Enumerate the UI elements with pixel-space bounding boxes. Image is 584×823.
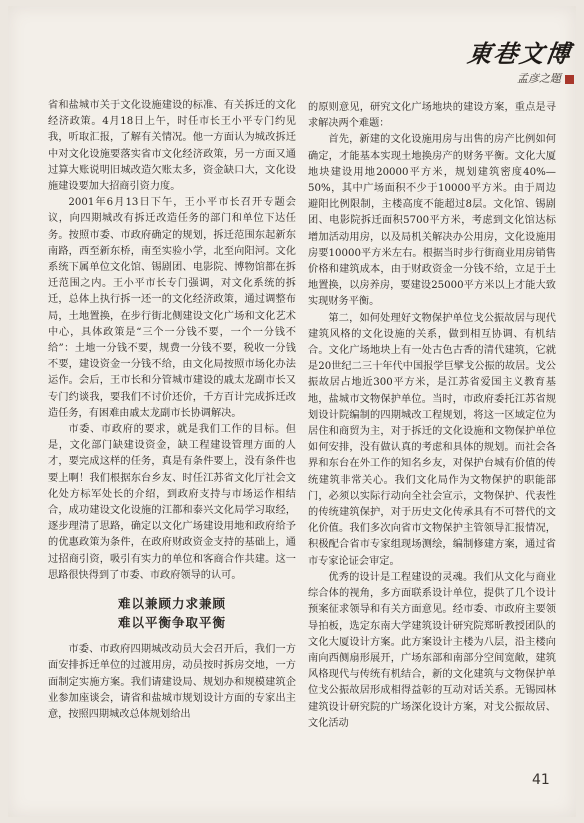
calligraphy-header (465, 34, 580, 104)
signature-text: 孟彦之題 (517, 72, 561, 85)
right-column (308, 100, 556, 732)
paragraph: 省和盐城市关于文化设施建设的标准、有关拆迁的文化经济政策。4月18日上午，时任市长王小平专门约见我，听取汇报，了解有关情况。他一方面认为城改拆迁中对文化设施要落实省市文化经济政策，另一方面又通过算大账说明旧城改造欠账太多，资金缺口大，文化设施建设要加大招商引资力度。 (48, 100, 296, 193)
paragraph: 市委、市政府的要求，就是我们工作的目标。但是，文化部门缺建设资金，缺工程建设管理方面的人才，要完成这样的任务，真是有条件要上，没有条件也要上啊！我们根据东台乡友、时任江苏省文化厅社会文化处方标军处长的介绍，到政府支持与市场运作相结合，成功建设文化设施的江都和泰兴文化局学习取经，逐步理清了思路，确定以文化广场建设用地和政府给予的优惠政策为条件，在政府财政资金支持的基础上，通过招商引资，吸引有实力的单位和客商合作共建。这一思路很快得到了市委、市政府领导的认可。 (48, 424, 296, 581)
paragraph: 市委、市政府四期城改动员大会召开后，我们一方面安排拆迁单位的过渡用房，动员按时拆房交地，一方面制定实施方案。我们请建设局、规划办和规模建筑企业参加座谈会，请省和盐城市规划设计方面的专家出主意，按照四期城改总体规划给出 (48, 644, 296, 720)
paragraph: 首先，新建的文化设施用房与出售的房产比例如何确定，才能基本实现土地换房产的财务平衡。文化大厦地块建设用地20000平方米，规划建筑密度40%—50%，其中广场面积不少于10000平方米。由于周边避阳比例限制，主楼高度不能超过8层。文化馆、锡剧团、电影院拆迁面积5700平方米，考虑到文化馆达标增加活动用房，以及局机关解决办公用房，文化设施用房要10000平方米左右。根据当时步行街商业用房销售价格和建筑成本，由于财政资金一分钱不给，立足于土地置换，以房养房，要建设25000平方米以上才能大致实现财务平衡。 (308, 134, 556, 308)
section-heading (48, 594, 296, 632)
calligrapher-signature (517, 70, 574, 86)
page-number: 41 (532, 772, 550, 788)
paragraph: 优秀的设计是工程建设的灵魂。我们从文化与商业综合体的视角，多方面联系设计单位，提供了几个设计预案征求领导和有关方面意见。经市委、市政府主要领导拍板，选定东南大学建筑设计研究院郑昕教授团队的文化大厦设计方案。此方案设计主楼为八层，沿主楼向南向西侧扇形展开，广场东部和南部分空间宽敞，建筑风格现代与传统有机结合，新的文化建筑与文物保护单位戈公振故居形成相得益彰的互动对话关系。无锡园林建筑设计研究院的广场深化设计方案，对戈公振故居、文化活动 (308, 571, 556, 729)
red-seal-icon (565, 75, 574, 84)
left-column (48, 98, 296, 723)
section-heading-line: 难以兼顾力求兼顾 (117, 596, 226, 612)
paragraph: 2001年6月13日下午，王小平市长召开专题会议，向四期城改有拆迁改造任务的部门和单位下达任务。按照市委、市政府确定的规划，拆迁范围东起新东南路，西至新东桥，南至实验小学，北至向阳河。文化系统下属单位文化馆、锡剧团、电影院、博物馆都在拆迁范围之内。王小平市长专门强调，对文化系统的拆迁，总体上执行拆一还一的文化经济政策，通过调整布局，土地置换，在步行街北侧建设文化广场和文化艺术中心，具体政策是“三个一分钱不要，一个一分钱不给”：土地一分钱不要，规费一分钱不要，税收一分钱不要，建设资金一分钱不给，由文化局按照市场化办法运作。会后，王市长和分管城市建设的戚太龙副市长又专门约谈我，要我们不讨价还价，千方百计完成拆迁改造任务，有困难由戚太龙副市长协调解决。 (48, 197, 296, 419)
paragraph: 的原则意见，研究文化广场地块的建设方案，重点是寻求解决两个难题： (308, 102, 556, 130)
magazine-page (8, 6, 576, 817)
paragraph: 第二，如何处理好文物保护单位戈公振故居与现代建筑风格的文化设施的关系，做到相互协调、有机结合。文化广场地块上有一处古色古香的清代建筑，它就是20世纪二三十年代中国报学巨擘戈公振的故居。戈公振故居占地近300平方米，是江苏省爱国主义教育基地，盐城市文物保护单位。当时，市政府委托江苏省规划设计院编制的四期城改工程规划，将这一区域定位为居住和商贸为主，对于拆迁的文化设施和文物保护单位如何安排，没有做认真的考虑和具体的规划。而社会各界和东台在外工作的知名乡友，对保护台城有价值的传统建筑非常关心。我们文化局作为文物保护的职能部门，必须以实际行动向全社会宣示，文物保护、代表性的传统建筑保护，对于历史文化传承具有不可替代的文化价值。我们多次向省市文物保护主管领导汇报情况，积极配合省市专家组现场测绘，编制修建方案，通过省市专家论证会审定。 (308, 312, 556, 567)
column-title: 東巷文博 (465, 39, 574, 68)
section-heading-line: 难以平衡争取平衡 (117, 615, 226, 631)
